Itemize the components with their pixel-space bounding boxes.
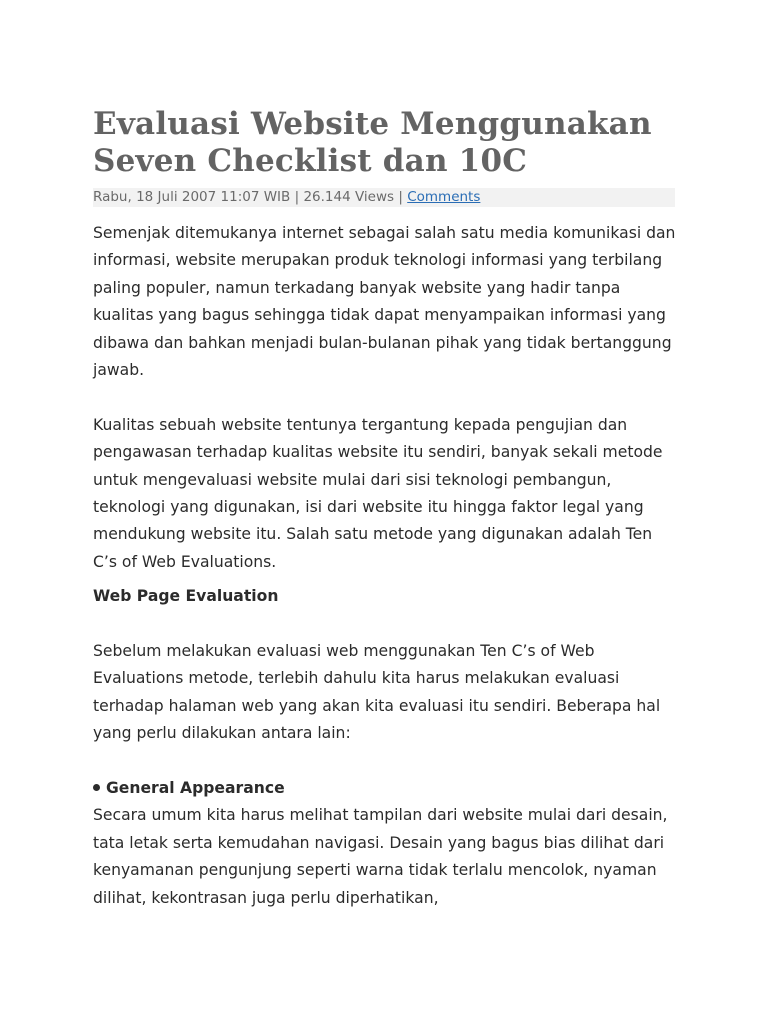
meta-separator: | <box>290 189 304 205</box>
meta-separator: | <box>394 189 408 205</box>
article-title: Evaluasi Website Menggunakan Seven Checklist dan 10C <box>93 106 652 179</box>
paragraph-before-evaluation: Sebelum melakukan evaluasi web menggunakan Ten C’s of Web Evaluations metode, terlebih dahulu kita harus melakukan evaluasi terhadap halaman web yang akan kita evaluasi itu sendiri. Beberapa hal yang perlu dilakukan antara lain: <box>93 642 661 743</box>
paragraph-quality: Kualitas sebuah website tentunya tergantung kepada pengujian dan pengawasan terhadap kualitas website itu sendiri, banyak sekali metode untuk mengevaluasi website mulai dari sisi teknologi pembangun, teknologi yang digunakan, isi dari website itu hingga faktor legal yang mendukung website itu. Salah satu metode yang digunakan adalah Ten C’s of Web Evaluations. <box>93 415 663 571</box>
bullet-item-general-appearance <box>93 775 676 802</box>
article-body <box>93 220 676 912</box>
article-meta-bar <box>93 188 675 207</box>
article-date: Rabu, 18 Juli 2007 11:07 WIB <box>93 189 291 205</box>
article-views: 26.144 Views <box>303 189 395 205</box>
bullet-heading-label: General Appearance <box>106 779 285 798</box>
comments-link[interactable]: Comments <box>407 189 481 205</box>
bullet-icon <box>93 784 100 791</box>
paragraph-intro: Semenjak ditemukanya internet sebagai salah satu media komunikasi dan informasi, website merupakan produk teknologi informasi yang terbilang paling populer, namun terkadang banyak website yang hadir tanpa kualitas yang bagus sehingga tidak dapat menyampaikan informasi yang dibawa dan bahkan menjadi bulan-bulanan pihak yang tidak bertanggung jawab. <box>93 224 676 380</box>
section-heading-web-page-evaluation: Web Page Evaluation <box>93 587 279 606</box>
paragraph-general-appearance: Secara umum kita harus melihat tampilan dari website mulai dari desain, tata letak serta kemudahan navigasi. Desain yang bagus bias dilihat dari kenyamanan pengunjung seperti warna tidak terlalu mencolok, nyaman dilihat, kekontrasan juga perlu diperhatikan, <box>93 806 668 907</box>
